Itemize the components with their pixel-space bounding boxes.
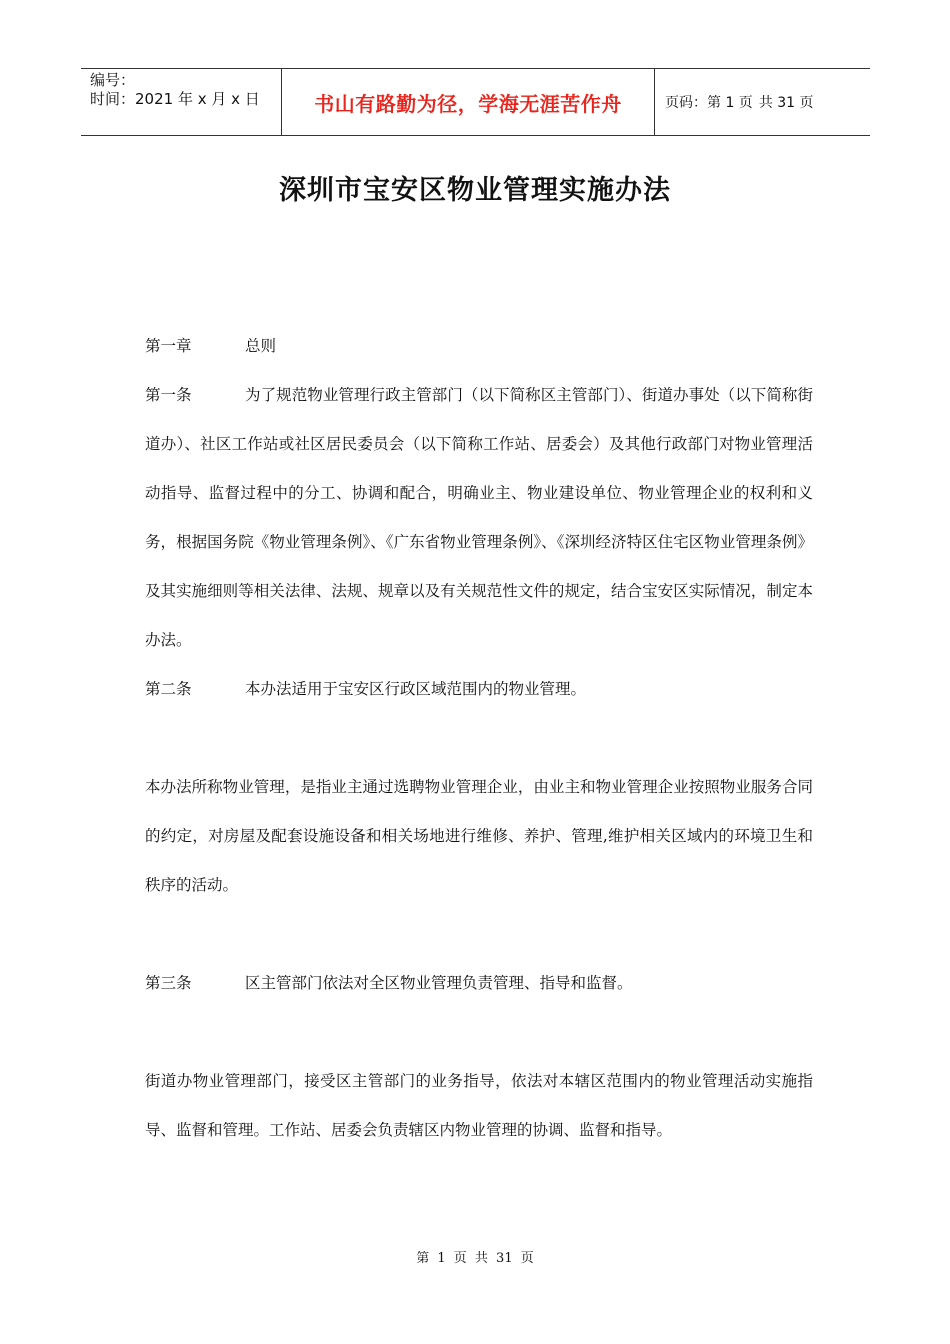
paragraph-spacer	[145, 714, 813, 763]
article-2-text: 本办法适用于宝安区行政区域范围内的物业管理。	[245, 680, 587, 698]
page-footer: 第 1 页 共 31 页	[416, 1251, 534, 1266]
article-2-paragraph-2: 本办法所称物业管理，是指业主通过选聘物业管理企业，由业主和物业管理企业按照物业服务合同的约定，对房屋及配套设施设备和相关场地进行维修、养护、管理,维护相关区域内的环境卫生和秩序的活动。	[145, 778, 813, 894]
chapter-heading	[145, 322, 813, 371]
article-1	[145, 371, 813, 665]
header-page-cell	[655, 69, 870, 135]
header-number-label: 编号：	[90, 71, 136, 89]
header-slogan: 书山有路勤为径，学海无涯苦作舟	[282, 69, 655, 135]
article-3-paragraph-2: 街道办物业管理部门，接受区主管部门的业务指导，依法对本辖区范围内的物业管理活动实施指导、监督和管理。工作站、居委会负责辖区内物业管理的协调、监督和指导。	[145, 1072, 813, 1139]
article-3	[145, 959, 813, 1008]
article-3-text: 区主管部门依法对全区物业管理负责管理、指导和监督。	[245, 974, 633, 992]
article-1-label: 第一条	[145, 386, 192, 404]
header-page-label: 页码：第 1 页	[665, 95, 753, 111]
article-3-label: 第三条	[145, 974, 192, 992]
document-title: 深圳市宝安区物业管理实施办法	[279, 175, 671, 206]
header-meta-cell	[81, 69, 282, 135]
paragraph-spacer	[145, 1008, 813, 1057]
header-total-label: 共 31 页	[758, 95, 814, 111]
chapter-label: 第一章	[145, 337, 192, 355]
paragraph-spacer	[145, 910, 813, 959]
document-body	[145, 322, 813, 1155]
article-2-label: 第二条	[145, 680, 192, 698]
chapter-title: 总则	[245, 337, 277, 355]
article-2	[145, 665, 813, 714]
header-time-label: 时间：2021 年 x 月 x 日	[90, 90, 260, 108]
document-header	[81, 68, 870, 136]
article-1-text: 为了规范物业管理行政主管部门（以下简称区主管部门）、街道办事处（以下简称街道办）、社区工作站或社区居民委员会（以下简称工作站、居委会）及其他行政部门对物业管理活动指导、监督过程中的分工、协调和配合，明确业主、物业建设单位、物业管理企业的权利和义务，根据国务院《物业管理条例》、《广东省物业管理条例》、《深圳经济特区住宅区物业管理条例》及其实施细则等相关法律、法规、规章以及有关规范性文件的规定，结合宝安区实际情况，制定本办法。	[145, 386, 813, 649]
